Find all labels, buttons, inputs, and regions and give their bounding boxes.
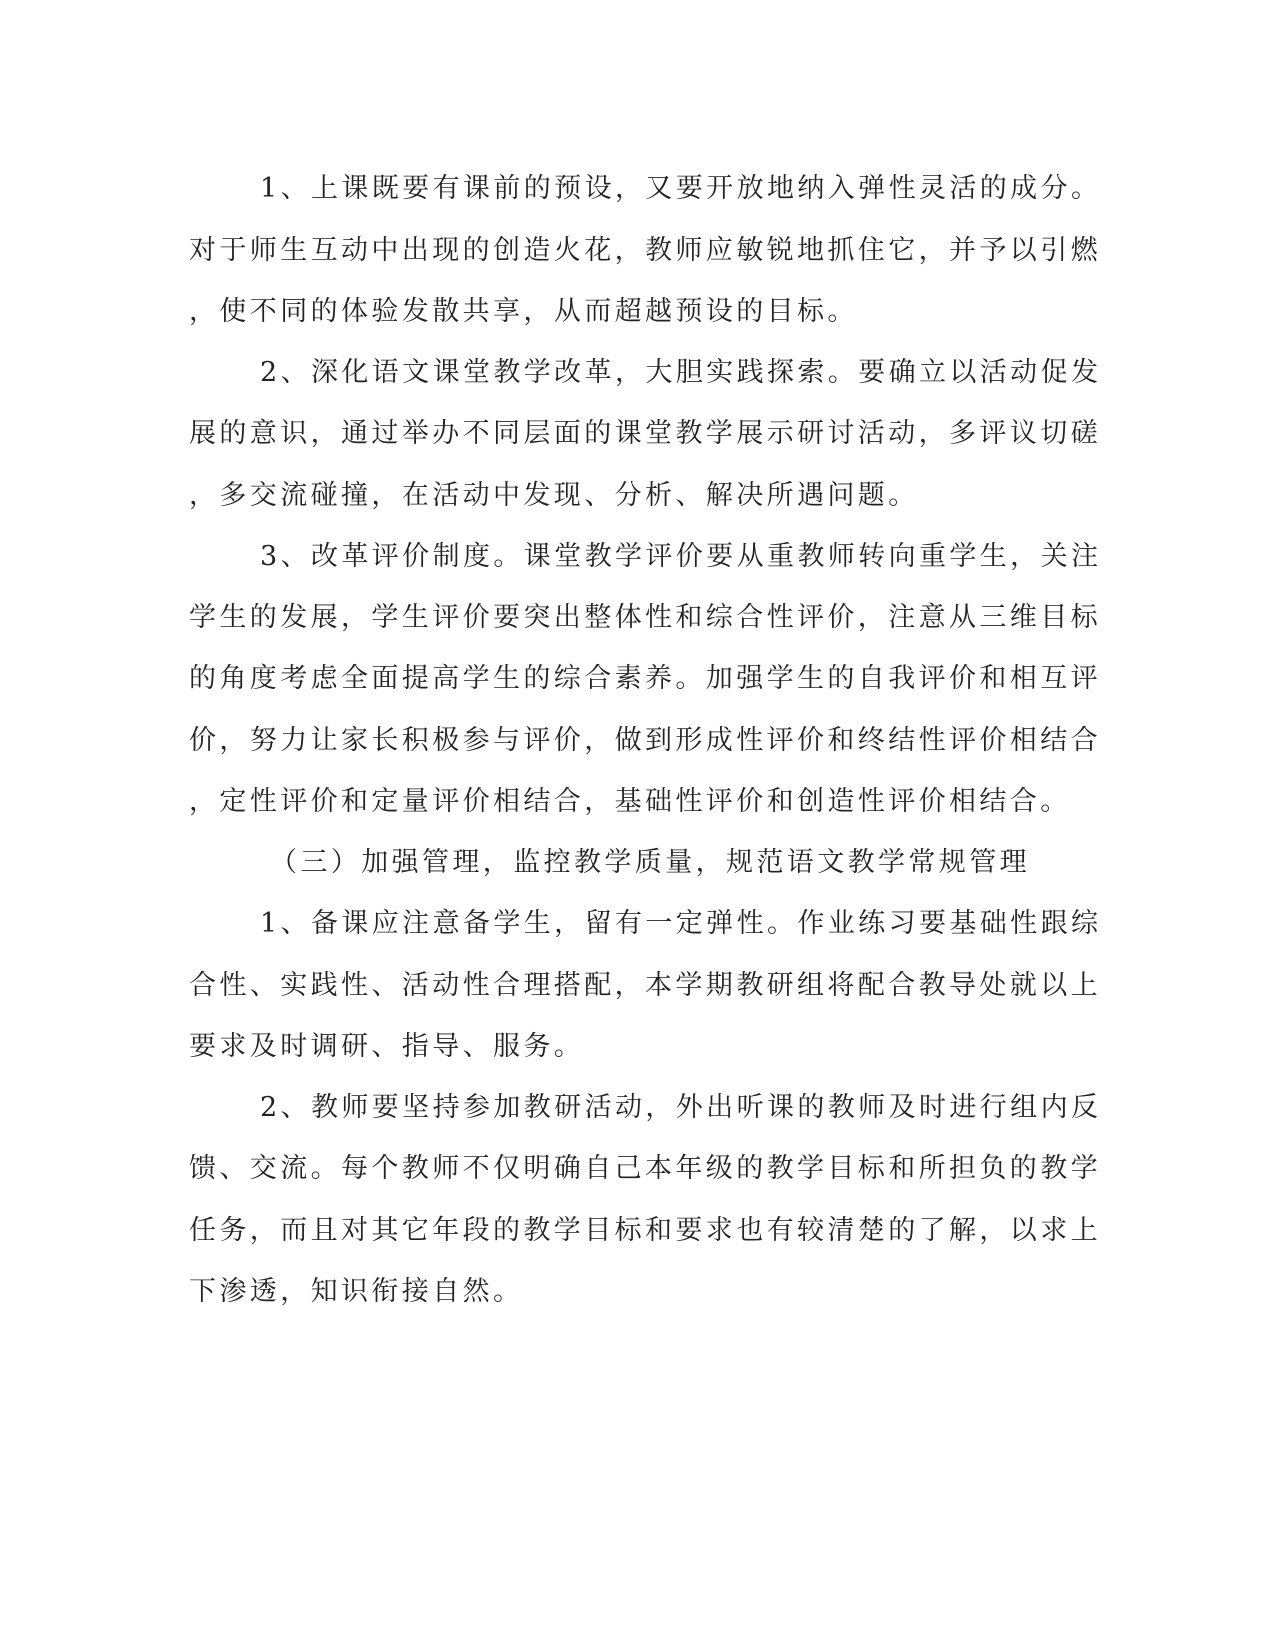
paragraph-6-line-4: 下渗透，知识衔接自然。 xyxy=(189,1276,524,1307)
paragraph-6-line-1: 2、教师要坚持参加教研活动，外出听课的教师及时进行组内反 xyxy=(260,1092,1102,1123)
paragraph-3-line-4: 价，努力让家长积极参与评价，做到形成性评价和终结性评价相结合 xyxy=(189,725,1101,756)
paragraph-5-line-2: 合性、实践性、活动性合理搭配，本学期教研组将配合教导处就以上 xyxy=(189,970,1101,1001)
paragraph-6-line-2: 馈、交流。每个教师不仅明确自己本年级的教学目标和所担负的教学 xyxy=(189,1153,1101,1184)
paragraph-2-line-2: 展的意识，通过举办不同层面的课堂教学展示研讨活动，多评议切磋 xyxy=(189,418,1101,449)
paragraph-3-line-2: 学生的发展，学生评价要突出整体性和综合性评价，注意从三维目标 xyxy=(189,602,1101,633)
paragraph-3-line-1: 3、改革评价制度。课堂教学评价要从重教师转向重学生，关注 xyxy=(260,541,1102,572)
paragraph-5-line-1: 1、备课应注意备学生，留有一定弹性。作业练习要基础性跟综 xyxy=(260,908,1102,939)
paragraph-1-line-2: 对于师生互动中出现的创造火花，教师应敏锐地抓住它，并予以引燃 xyxy=(189,235,1101,266)
paragraph-5-line-3: 要求及时调研、指导、服务。 xyxy=(189,1031,585,1062)
paragraph-2-line-3: ，多交流碰撞，在活动中发现、分析、解决所遇问题。 xyxy=(189,480,919,511)
paragraph-6-line-3: 任务，而且对其它年段的教学目标和要求也有较清楚的了解，以求上 xyxy=(189,1215,1101,1246)
paragraph-1-line-3: ，使不同的体验发散共享，从而超越预设的目标。 xyxy=(189,296,858,327)
paragraph-3-line-3: 的角度考虑全面提高学生的综合素养。加强学生的自我评价和相互评 xyxy=(189,663,1101,694)
section-heading: （三）加强管理，监控教学质量，规范语文教学常规管理 xyxy=(270,847,1030,878)
paragraph-2-line-1: 2、深化语文课堂教学改革，大胆实践探索。要确立以活动促发 xyxy=(260,357,1102,388)
paragraph-3-line-5: ，定性评价和定量评价相结合，基础性评价和创造性评价相结合。 xyxy=(189,786,1071,817)
paragraph-1-line-1: 1、上课既要有课前的预设，又要开放地纳入弹性灵活的成分。 xyxy=(260,173,1102,204)
